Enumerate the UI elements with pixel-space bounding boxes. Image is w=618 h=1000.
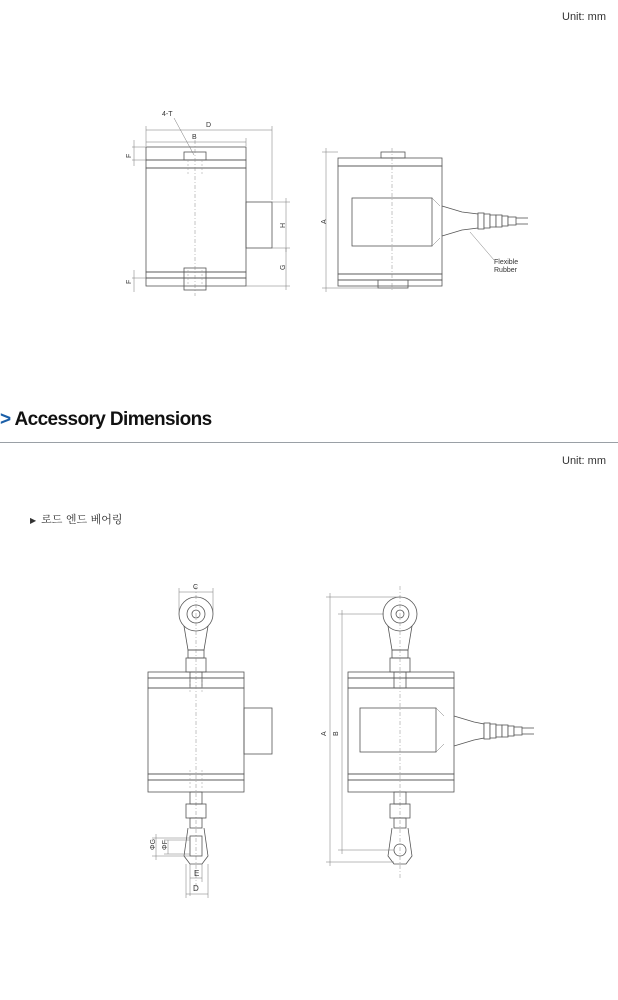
dim-label-A: A <box>321 219 328 224</box>
acc-dim-label-phiG: ΦG <box>150 838 157 850</box>
flexible-rubber-strain-relief <box>478 213 516 229</box>
section-header <box>0 406 618 443</box>
accessory-strain-relief <box>484 723 522 739</box>
sub-item-label: 로드 엔드 베어링 <box>41 513 123 526</box>
triangle-bullet-icon: ▶ <box>30 516 37 525</box>
dim-label-F-lower: F <box>126 279 133 284</box>
unit-label-top: Unit: mm <box>562 11 606 23</box>
accessory-side-view <box>321 586 534 878</box>
acc-dim-label-A: A <box>321 731 328 736</box>
acc-dim-label-C: C <box>193 584 199 591</box>
dim-label-4-T: 4-T <box>162 111 173 118</box>
sub-item-rod-end-bearing <box>30 511 123 527</box>
dim-label-D: D <box>206 122 212 129</box>
accessory-front-view <box>148 584 272 898</box>
acc-dim-label-E: E <box>194 869 200 878</box>
label-flexible: Flexible <box>494 259 519 266</box>
side-view <box>321 148 528 292</box>
dim-label-F: F <box>126 153 133 158</box>
unit-label-bottom: Unit: mm <box>562 455 606 467</box>
dim-label-B: B <box>192 134 197 141</box>
dim-label-G: G <box>280 264 287 270</box>
load-cell-dimension-drawing <box>0 0 618 320</box>
accessory-dimension-drawing <box>0 560 618 920</box>
label-rubber: Rubber <box>494 267 517 274</box>
acc-dim-label-D: D <box>193 884 199 893</box>
acc-dim-label-B: B <box>333 731 340 736</box>
acc-dim-label-phiF: ΦF <box>162 840 169 850</box>
section-title-text: Accessory Dimensions <box>14 409 212 430</box>
section-title <box>0 409 212 431</box>
dim-label-H: H <box>280 222 287 228</box>
front-view <box>126 111 290 296</box>
chevron-right-icon: > <box>0 409 11 430</box>
